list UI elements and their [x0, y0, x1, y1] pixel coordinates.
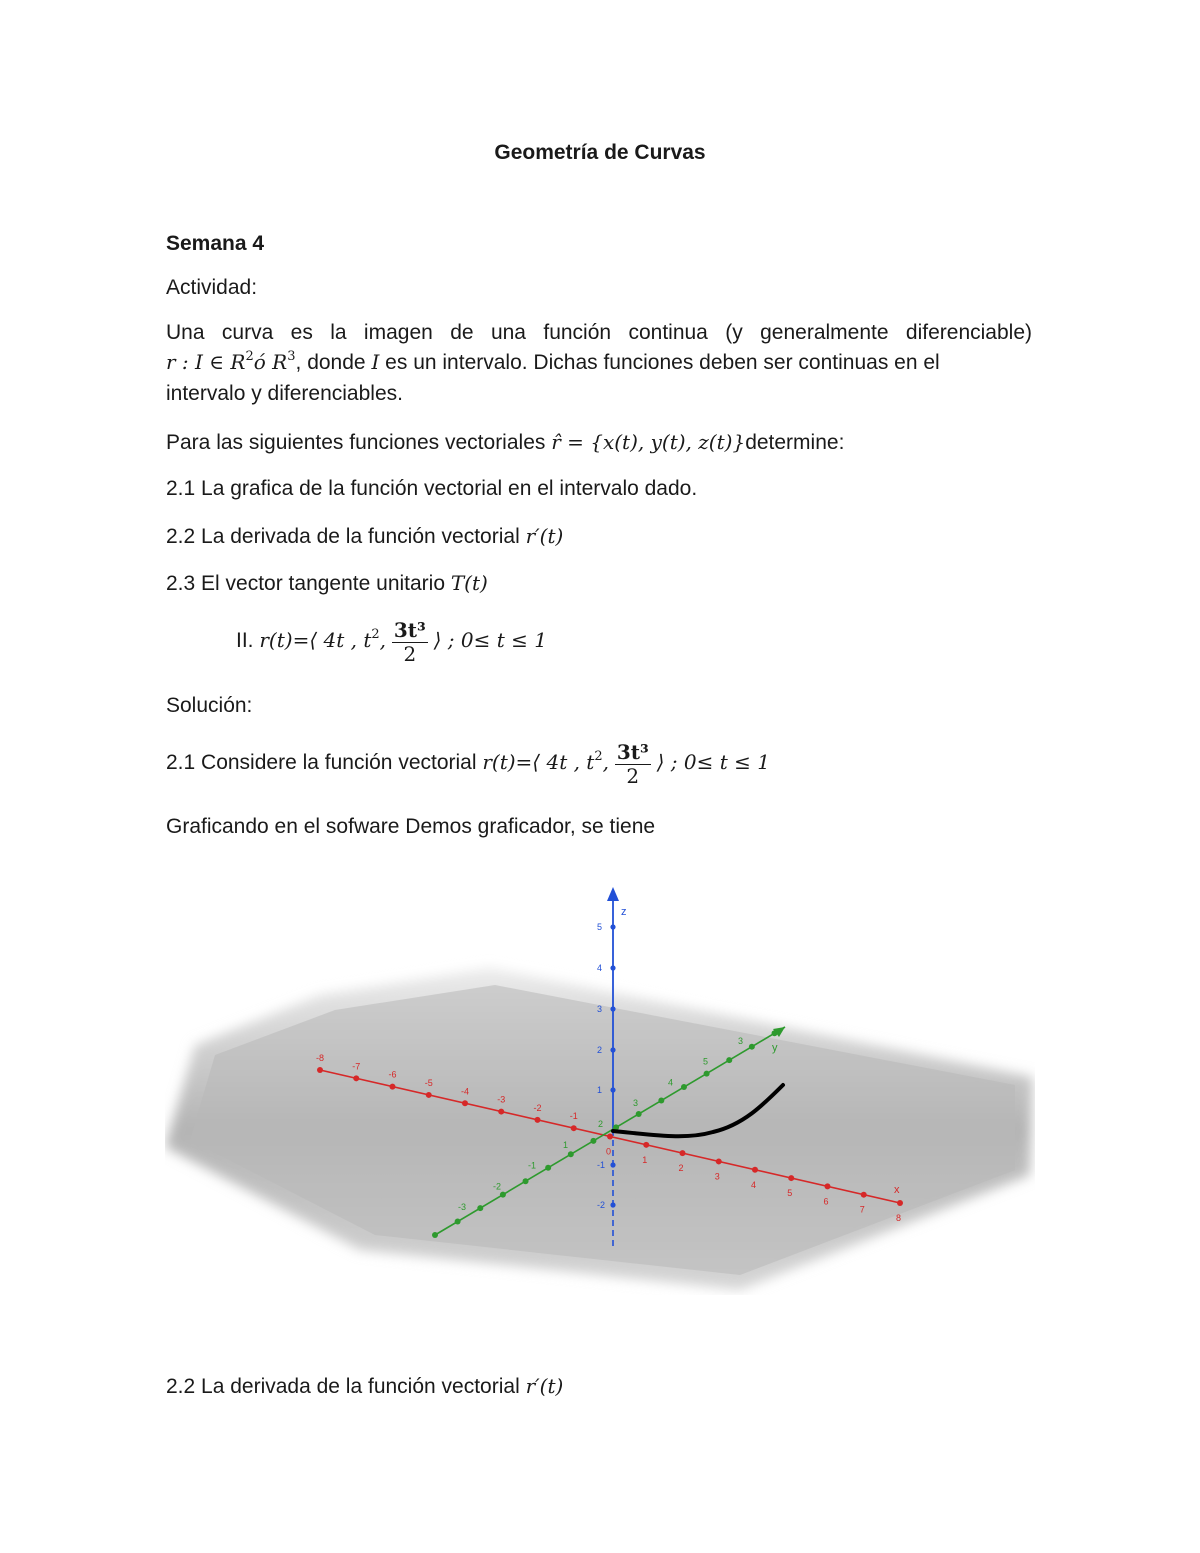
solution-label: Solución: — [166, 694, 253, 717]
y-tick-dot — [772, 1030, 778, 1036]
fraction — [392, 618, 428, 665]
z-tick-label: 2 — [597, 1045, 603, 1055]
z-tick-label: 3 — [597, 1004, 603, 1014]
x-tick-dot — [716, 1158, 722, 1164]
y-tick-dot — [432, 1232, 438, 1238]
y-tick-dot — [568, 1151, 574, 1157]
activity-label: Actividad: — [166, 276, 258, 299]
x-tick-label: 6 — [823, 1196, 829, 1207]
text-fragment: 2.1 Considere la función vectorial — [166, 751, 483, 775]
x-tick-dot — [607, 1134, 613, 1140]
x-tick-label: -4 — [461, 1086, 470, 1097]
z-tick-dot — [610, 924, 615, 929]
x-tick-dot — [498, 1109, 504, 1115]
x-tick-label: 3 — [714, 1171, 720, 1182]
x-tick-label: 4 — [751, 1179, 757, 1190]
y-tick-label: 5 — [703, 1056, 709, 1067]
exponent: 2 — [245, 349, 254, 364]
y-tick-dot — [749, 1044, 755, 1050]
x-tick-label: 2 — [678, 1163, 684, 1174]
x-tick-dot — [825, 1183, 831, 1189]
z-tick-dot — [610, 1162, 615, 1167]
exponent: 3 — [287, 349, 296, 364]
y-axis-name: y — [772, 1042, 778, 1054]
y-tick-dot — [545, 1165, 551, 1171]
x-tick-dot — [462, 1100, 468, 1106]
text-fragment: es un intervalo. Dichas funciones deben ser continuas en el — [379, 351, 940, 374]
exponent: 2 — [371, 627, 380, 643]
x-tick-label: -1 — [569, 1111, 578, 1122]
vector-function-formula: r̂ = {x(t), y(t), z(t)} — [551, 430, 746, 454]
x-tick-dot — [643, 1142, 649, 1148]
3d-curve-graph — [165, 885, 1035, 1295]
intro-line-1: Una curva es la imagen de una función continua (y generalmente diferenciable) — [166, 321, 1032, 344]
y-tick-dot — [590, 1138, 596, 1144]
step-rhs: ⟩ ; 0≤ t ≤ 1 — [656, 750, 770, 775]
x-tick-label: 5 — [787, 1188, 793, 1199]
exponent: 2 — [594, 749, 603, 765]
item-2-2 — [166, 524, 563, 549]
y-tick-label: 3 — [738, 1035, 744, 1046]
page-title: Geometría de Curvas — [494, 141, 706, 164]
fraction-denominator: 2 — [403, 642, 417, 666]
x-tick-label: -5 — [424, 1077, 433, 1088]
x-tick-dot — [897, 1200, 903, 1206]
text-fragment: 2.2 La derivada de la función vectorial — [166, 1375, 526, 1398]
y-tick-dot — [477, 1205, 483, 1211]
z-tick-dot — [610, 1006, 615, 1011]
x-tick-label: -2 — [533, 1102, 542, 1113]
x-tick-dot — [788, 1175, 794, 1181]
text-fragment: , donde — [295, 351, 372, 374]
step-lhs: r(t)=⟨ 4t , t — [482, 750, 595, 775]
z-tick-label: -2 — [597, 1200, 606, 1210]
domain-expression-2: ó R — [253, 350, 288, 374]
x-tick-label: -7 — [352, 1061, 361, 1072]
x-tick-dot — [752, 1167, 758, 1173]
tangent-formula: T(t) — [450, 571, 488, 595]
y-tick-label: 1 — [563, 1139, 569, 1150]
y-tick-label: 4 — [668, 1077, 674, 1088]
text-fragment: determine: — [745, 431, 845, 454]
x-tick-label: 1 — [642, 1154, 648, 1165]
x-tick-dot — [571, 1125, 577, 1131]
x-axis-name: x — [894, 1184, 900, 1196]
week-heading: Semana 4 — [166, 232, 265, 255]
x-tick-label: -8 — [316, 1053, 325, 1063]
y-tick-dot — [523, 1178, 529, 1184]
z-tick-dot — [610, 1047, 615, 1052]
text-fragment: Para las siguientes funciones vectoriales — [166, 431, 552, 454]
x-tick-dot — [353, 1075, 359, 1081]
z-tick-dot — [610, 1087, 615, 1092]
x-tick-dot — [317, 1067, 323, 1073]
item-2-1: 2.1 La grafica de la función vectorial en el intervalo dado. — [166, 477, 698, 500]
fraction-numerator: 3t³ — [616, 740, 649, 764]
y-tick-dot — [658, 1097, 664, 1103]
y-tick-dot — [681, 1084, 687, 1090]
y-tick-label: -1 — [528, 1160, 537, 1171]
derivative-formula: r′(t) — [525, 1374, 564, 1398]
step-2-2 — [166, 1374, 563, 1399]
graphing-text: Graficando en el sofware Demos graficador, se tiene — [166, 815, 656, 838]
x-tick-dot — [535, 1117, 541, 1123]
x-tick-dot — [390, 1084, 396, 1090]
interval-symbol: I — [371, 350, 380, 374]
y-tick-label: -2 — [493, 1181, 502, 1192]
x-tick-label: 8 — [896, 1213, 902, 1223]
x-tick-label: 0 — [606, 1146, 612, 1157]
z-tick-dot — [610, 1202, 615, 1207]
y-tick-label: 3 — [633, 1098, 639, 1109]
problem-statement: II. r(t)=⟨ 4t , $t^2$, $\frac{\text{3t³}}{2}$ ⟩ ; 0≤ t ≤ 1 — [236, 618, 547, 666]
x-tick-dot — [861, 1192, 867, 1198]
y-tick-label: 2 — [598, 1119, 604, 1129]
z-tick-dot — [610, 965, 615, 970]
vector-functions-line — [166, 430, 844, 455]
intro-line-2 — [166, 350, 1032, 378]
fraction-denominator: 2 — [626, 764, 640, 788]
y-tick-dot — [636, 1111, 642, 1117]
z-axis-arrow — [607, 887, 619, 901]
intro-line-3: intervalo y diferenciables. — [166, 382, 403, 405]
y-tick-dot — [455, 1219, 461, 1225]
y-tick-label: -3 — [458, 1202, 467, 1213]
item-2-3 — [166, 571, 488, 596]
z-tick-label: 4 — [597, 963, 603, 973]
z-tick-label: -1 — [597, 1160, 606, 1170]
x-tick-label: -3 — [497, 1094, 506, 1105]
x-tick-dot — [680, 1150, 686, 1156]
x-tick-dot — [426, 1092, 432, 1098]
x-tick-label: 7 — [859, 1204, 865, 1215]
y-tick-dot — [704, 1071, 710, 1077]
derivative-formula: r′(t) — [525, 524, 564, 548]
y-tick-dot — [500, 1192, 506, 1198]
text-fragment: 2.3 El vector tangente unitario — [166, 572, 451, 595]
z-axis-name: z — [621, 906, 627, 918]
problem-rhs: ⟩ ; 0≤ t ≤ 1 — [433, 628, 547, 653]
xy-plane-core — [190, 985, 1015, 1275]
text-fragment: 2.2 La derivada de la función vectorial — [166, 525, 526, 548]
z-tick-label: 1 — [597, 1085, 603, 1095]
problem-lhs: r(t)=⟨ 4t , t — [259, 628, 372, 653]
domain-expression: r : I ∈ R — [166, 350, 246, 374]
fraction — [615, 740, 651, 787]
fraction-numerator: 3t³ — [393, 618, 426, 642]
problem-label: II. — [236, 629, 254, 653]
x-tick-label: -6 — [388, 1069, 397, 1080]
z-tick-label: 5 — [597, 922, 603, 932]
y-tick-dot — [726, 1057, 732, 1063]
step-2-1: 2.1 Considere la función vectorial r(t)=⟨ 4t , $t^2$, $\frac{\text{3t³}}{2}$ ⟩ ; 0≤ t ≤ 1 — [166, 740, 770, 788]
